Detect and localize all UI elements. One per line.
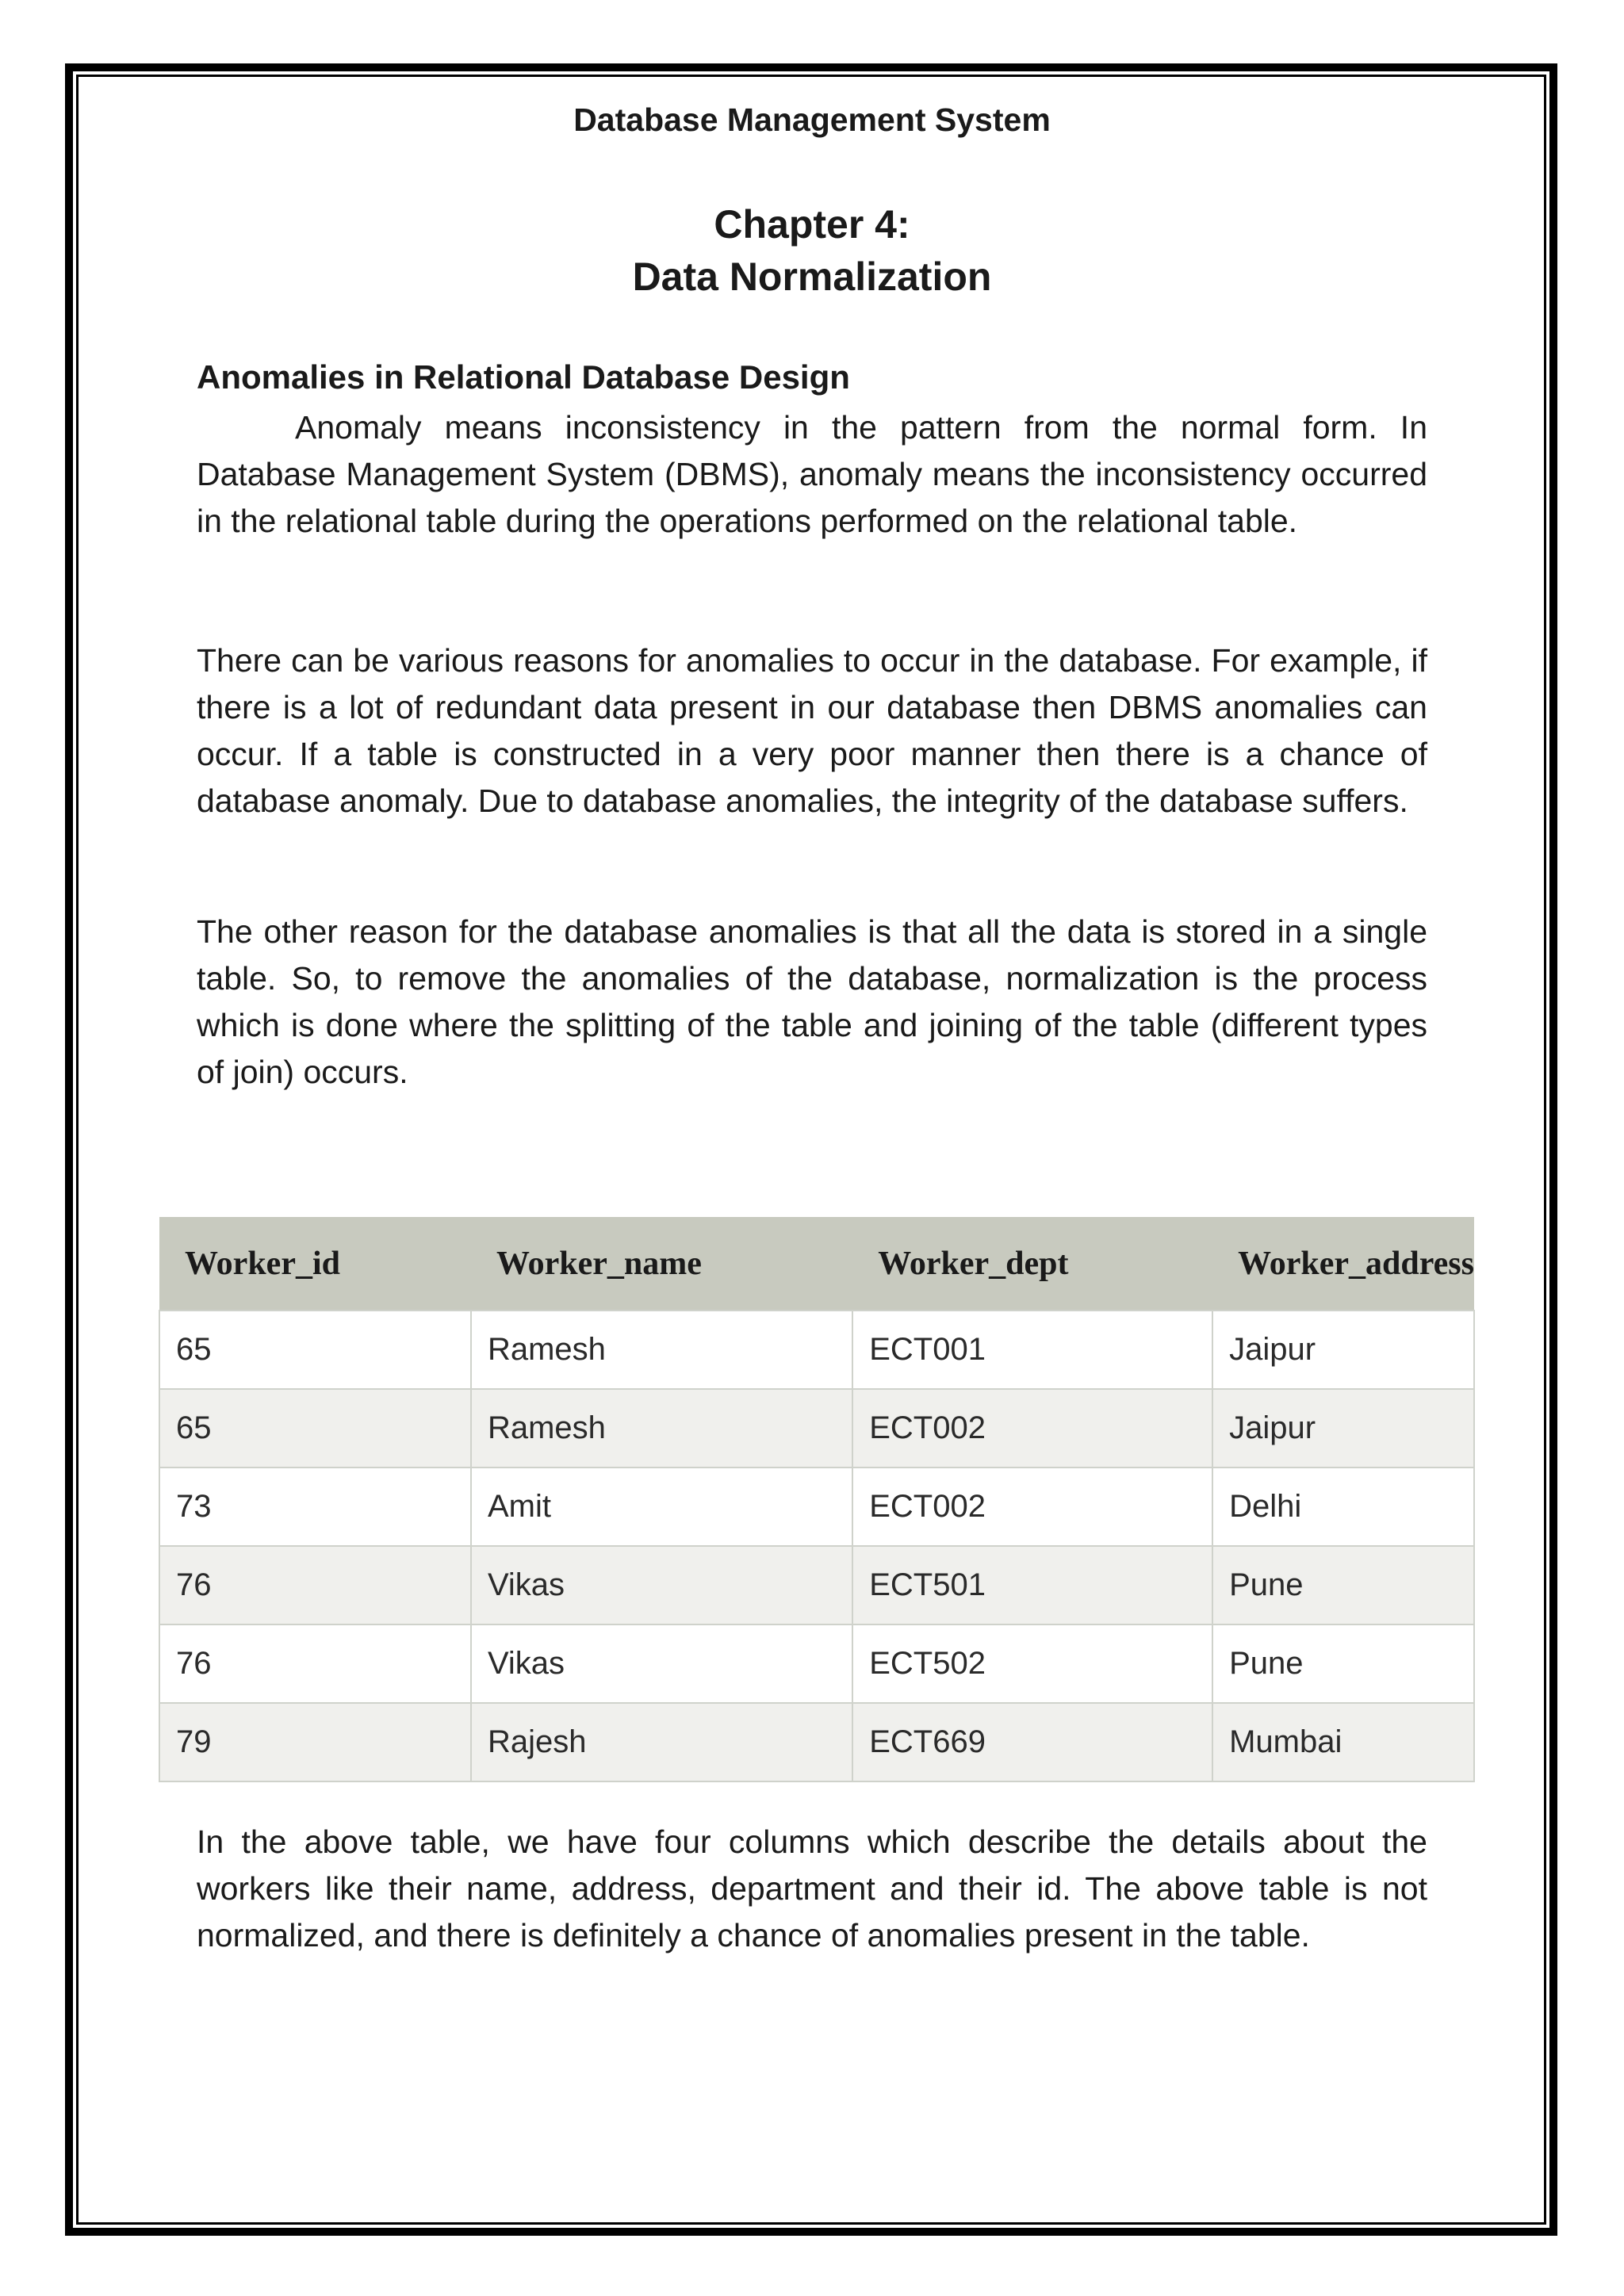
cell-worker-name: Rajesh — [471, 1703, 852, 1781]
table-row — [159, 1389, 1474, 1468]
table-row — [159, 1546, 1474, 1624]
paragraph-table-explanation: In the above table, we have four columns which describe the details about the workers like their name, address, department and their id. The above table is not normalized, and there is definitely a chance of anomalies present in the table. — [197, 1823, 1427, 1954]
section-heading: Anomalies in Relational Database Design — [197, 358, 850, 396]
header-worker-dept: Worker_dept — [852, 1217, 1212, 1311]
cell-worker-address: Pune — [1212, 1546, 1474, 1624]
chapter-number: Chapter 4: — [714, 202, 910, 247]
table-row — [159, 1624, 1474, 1703]
cell-worker-dept: ECT002 — [852, 1468, 1212, 1546]
running-header: Database Management System — [573, 101, 1051, 138]
cell-worker-name: Ramesh — [471, 1311, 852, 1389]
cell-worker-id: 76 — [159, 1546, 471, 1624]
cell-worker-address: Delhi — [1212, 1468, 1474, 1546]
header-worker-name: Worker_name — [471, 1217, 852, 1311]
cell-worker-dept: ECT501 — [852, 1546, 1212, 1624]
cell-worker-name: Ramesh — [471, 1389, 852, 1468]
cell-worker-address: Jaipur — [1212, 1311, 1474, 1389]
cell-worker-id: 65 — [159, 1311, 471, 1389]
paragraph-normalization: The other reason for the database anomalies is that all the data is stored in a single table. So, to remove the anomalies of the database, normalization is the process which is done where the splitting of the table and joining of the table (different types of join) occurs. — [197, 913, 1427, 1090]
table-row — [159, 1311, 1474, 1389]
cell-worker-name: Amit — [471, 1468, 852, 1546]
cell-worker-address: Jaipur — [1212, 1389, 1474, 1468]
header-worker-address: Worker_address — [1212, 1217, 1474, 1311]
paragraph-anomaly-definition: Anomaly means inconsistency in the pattern from the normal form. In Database Management System (DBMS), anomaly means the inconsistency occurred in the relational table during the operations performed on the relational table. — [197, 409, 1427, 539]
cell-worker-name: Vikas — [471, 1624, 852, 1703]
header-worker-id: Worker_id — [159, 1217, 471, 1311]
cell-worker-id: 79 — [159, 1703, 471, 1781]
table-header-row — [159, 1217, 1474, 1311]
cell-worker-address: Mumbai — [1212, 1703, 1474, 1781]
cell-worker-name: Vikas — [471, 1546, 852, 1624]
cell-worker-dept: ECT669 — [852, 1703, 1212, 1781]
paragraph-anomaly-reasons: There can be various reasons for anomalies to occur in the database. For example, if there is a lot of redundant data present in our database then DBMS anomalies can occur. If a table is constructed in a very poor manner then there is a chance of database anomaly. Due to database anomalies, the integrity of the database suffers. — [197, 642, 1427, 819]
table-row — [159, 1468, 1474, 1546]
cell-worker-address: Pune — [1212, 1624, 1474, 1703]
table-row — [159, 1703, 1474, 1781]
cell-worker-dept: ECT002 — [852, 1389, 1212, 1468]
cell-worker-id: 73 — [159, 1468, 471, 1546]
cell-worker-dept: ECT502 — [852, 1624, 1212, 1703]
workers-table — [159, 1217, 1475, 1782]
cell-worker-id: 76 — [159, 1624, 471, 1703]
cell-worker-dept: ECT001 — [852, 1311, 1212, 1389]
cell-worker-id: 65 — [159, 1389, 471, 1468]
chapter-title: Data Normalization — [632, 254, 992, 299]
